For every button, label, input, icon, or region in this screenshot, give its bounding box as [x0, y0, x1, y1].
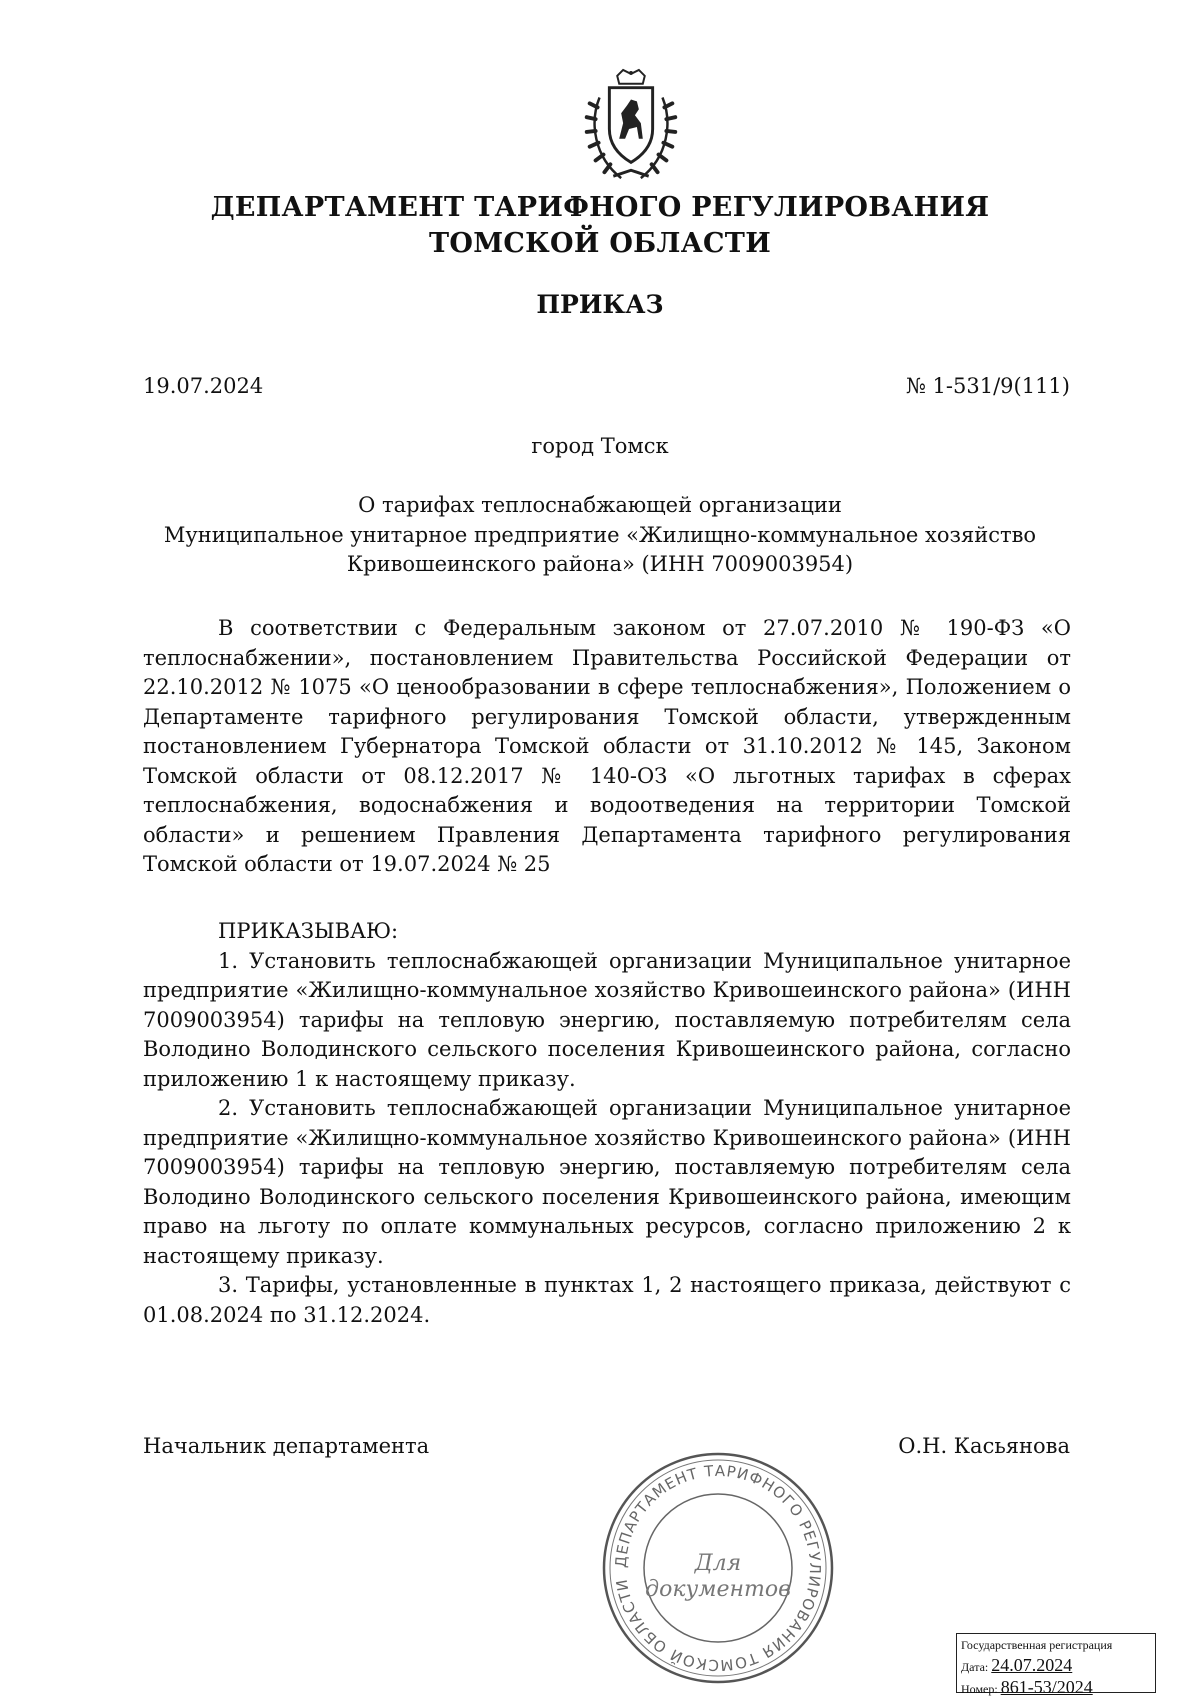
- registration-date-row: [961, 1655, 1151, 1677]
- stamp-ring-textpath: ДЕПАРТАМЕНТ ТАРИФНОГО РЕГУЛИРОВАНИЯ ТОМСКОЙ ОБЛАСТИ: [611, 1461, 825, 1675]
- organization-name: [140, 190, 1060, 262]
- registration-number-row: [961, 1677, 1151, 1699]
- signatory-name: О.Н. Касьянова: [898, 1434, 1070, 1458]
- subject-line-3: Кривошеинского района» (ИНН 7009003954): [346, 552, 854, 576]
- registration-number-value: 861-53/2024: [1000, 1677, 1093, 1697]
- stamp-center-line-2: документов: [645, 1577, 791, 1602]
- order-item-2: 2. Установить теплоснабжающей организации Муниципальное унитарное предприятие «Жилищно-коммунальное хозяйство Кривошеинского района» (ИНН 7009003954) тарифы на тепловую энергию, поставляемую потребителям села Володино Володинского сельского поселения Кривошеинского района, имеющим право на льготу по оплате коммунальных ресурсов, согласно приложению 2 к настоящему приказу.: [143, 1096, 1071, 1268]
- stamp-center-line-1: Для: [694, 1551, 742, 1576]
- order-item-3: 3. Тарифы, установленные в пунктах 1, 2 настоящего приказа, действуют с 01.08.2024 по 31.12.2024.: [143, 1273, 1071, 1327]
- document-date: 19.07.2024: [143, 374, 264, 398]
- order-heading: ПРИКАЗЫВАЮ:: [218, 919, 399, 943]
- registration-date-label: Дата:: [961, 1660, 989, 1674]
- organization-line-1: ДЕПАРТАМЕНТ ТАРИФНОГО РЕГУЛИРОВАНИЯ: [210, 192, 990, 223]
- document-subject: [150, 491, 1050, 580]
- order-section: [143, 917, 1071, 1330]
- signatory-position: Начальник департамента: [143, 1434, 430, 1458]
- preamble: [143, 614, 1071, 880]
- organization-line-2: ТОМСКОЙ ОБЛАСТИ: [428, 228, 772, 259]
- order-item-1: 1. Установить теплоснабжающей организации Муниципальное унитарное предприятие «Жилищно-коммунальное хозяйство Кривошеинского района» (ИНН 7009003954) тарифы на тепловую энергию, поставляемую потребителям села Володино Володинского сельского поселения Кривошеинского района, согласно приложению 1 к настоящему приказу.: [143, 948, 1071, 1091]
- document-number: № 1-531/9(111): [906, 374, 1070, 398]
- registration-date-value: 24.07.2024: [991, 1655, 1073, 1675]
- subject-line-2: Муниципальное унитарное предприятие «Жилищно-коммунальное хозяйство: [163, 522, 1037, 547]
- coat-of-arms-icon: [572, 68, 690, 186]
- subject-line-1: О тарифах теплоснабжающей организации: [358, 493, 842, 517]
- registration-box: [956, 1633, 1156, 1697]
- registration-title: Государственная регистрация: [961, 1638, 1113, 1652]
- registration-number-label: Номер:: [961, 1682, 998, 1696]
- document-city: город Томск: [531, 434, 669, 458]
- preamble-paragraph: В соответствии с Федеральным законом от 27.07.2010 № 190-ФЗ «О теплоснабжении», постановлением Правительства Российской Федерации от 22.10.2012 № 1075 «О ценообразовании в сфере теплоснабжения», Положением о Департаменте тарифного регулирования Томской области, утвержденным постановлением Губернатора Томской области от 31.10.2012 № 145, Законом Томской области от 08.12.2017 № 140-ОЗ «О льготных тарифах в сферах теплоснабжения, водоснабжения и водоотведения на территории Томской области» и решением Правления Департамента тарифного регулирования Томской области от 19.07.2024 № 25: [143, 616, 1071, 876]
- official-stamp: [598, 1448, 838, 1688]
- document-type: ПРИКАЗ: [536, 290, 664, 319]
